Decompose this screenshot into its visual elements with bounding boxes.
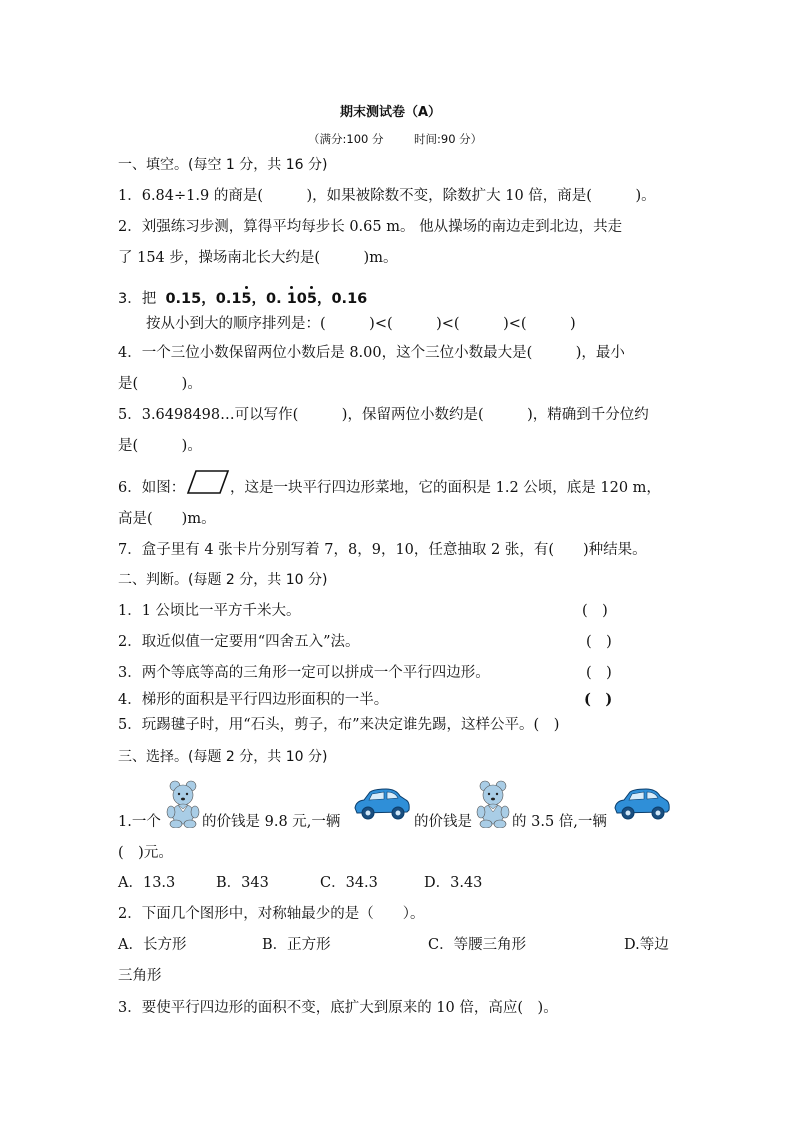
section-3-heading: 三、选择。(每题 2 分，共 10 分) xyxy=(118,749,328,765)
question-1-5-line1: 5．3.6498498…可以写作( )，保留两位小数约是( )，精确到千分位约 xyxy=(118,407,649,423)
choice-2-option-d-wrap: 三角形 xyxy=(118,968,162,984)
q3-n2-comma: ， xyxy=(251,291,267,307)
judge-item-4: 4．梯形的面积是平行四边形面积的一半。 xyxy=(118,692,389,708)
choice-2-question: 2．下面几个图形中，对称轴最少的是（ ）。 xyxy=(118,906,425,922)
q3-number-1: 0.15， xyxy=(165,291,216,307)
question-1-4-line2: 是( )。 xyxy=(118,376,202,392)
question-1-4-line1: 4．一个三位小数保留两位小数后是 8.00，这个三位小数最大是( )，最小 xyxy=(118,345,625,361)
q3-number-4: 0.16 xyxy=(331,291,368,307)
choice-1-line2: ( )元。 xyxy=(118,845,173,861)
question-1-2-line1: 2．刘强练习步测，算得平均每步长 0.65 m。 他从操场的南边走到北边，共走 xyxy=(118,219,623,235)
choice-1-option-a[interactable]: A．13.3 xyxy=(118,875,176,891)
question-1-3-line2: 按从小到大的顺序排列是：( )<( )<( )<( ) xyxy=(146,316,576,332)
judge-answer-4[interactable]: ( ) xyxy=(584,691,613,708)
question-1-2-line2: 了 154 步，操场南北长大约是( )m。 xyxy=(118,250,398,266)
question-1-1: 1．6.84÷1.9 的商是( )，如果被除数不变，除数扩大 10 倍，商是( )。 xyxy=(118,188,656,204)
choice-2-option-c[interactable]: C．等腰三角形 xyxy=(428,937,527,953)
judge-item-3: 3．两个等底等高的三角形一定可以拼成一个平行四边形。 xyxy=(118,665,490,681)
q3-n2-int: 0.1 xyxy=(215,291,242,307)
q3-n3-repeat-start: 1 xyxy=(286,291,297,307)
page-title: 期末测试卷（A） xyxy=(340,105,442,120)
choice-1-option-d[interactable]: D．3.43 xyxy=(424,875,483,891)
choice-3-question: 3．要使平行四边形的面积不变，底扩大到原来的 10 倍，高应( )。 xyxy=(118,1000,558,1016)
judge-answer-1[interactable]: ( ) xyxy=(582,603,608,619)
question-1-3-line1 xyxy=(118,289,367,309)
section-1-heading: 一、填空。(每空 1 分，共 16 分) xyxy=(118,157,328,173)
choice-2-option-a[interactable]: A．长方形 xyxy=(118,937,187,953)
choice-1-option-b[interactable]: B．343 xyxy=(216,875,269,891)
question-1-6-prefix: 6．如图： xyxy=(118,480,186,496)
teddy-bear-icon xyxy=(164,780,202,828)
judge-item-2: 2．取近似值一定要用“四舍五入”法。 xyxy=(118,634,360,650)
q3-number-3 xyxy=(266,291,331,307)
choice-1-part-a: 1.一个 xyxy=(118,814,161,830)
parallelogram-icon xyxy=(186,469,230,495)
teddy-bear-icon xyxy=(474,780,512,828)
question-1-5-line2: 是( )。 xyxy=(118,438,202,454)
judge-answer-3[interactable]: ( ) xyxy=(586,665,612,681)
score-info: （满分:100 分 xyxy=(308,132,384,146)
q3-n3-int: 0. xyxy=(266,291,282,307)
question-1-7: 7．盒子里有 4 张卡片分别写着 7，8，9，10，任意抽取 2 张，有( )种结果。 xyxy=(118,542,647,558)
toy-car-icon xyxy=(612,786,672,822)
choice-1-part-b: 的价钱是 9.8 元,一辆 xyxy=(202,814,341,830)
question-1-6-line2: 高是( )m。 xyxy=(118,511,216,527)
choice-2-option-d[interactable]: D.等边 xyxy=(624,937,669,953)
q3-prefix: 3．把 xyxy=(118,291,157,307)
q3-n3-comma: ， xyxy=(316,291,332,307)
q3-n2-repeat-digit: 5 xyxy=(241,291,252,307)
q3-n3-mid: 0 xyxy=(296,291,307,307)
choice-1-option-c[interactable]: C．34.3 xyxy=(320,875,378,891)
toy-car-icon xyxy=(352,786,412,822)
time-info: 时间:90 分） xyxy=(414,132,483,146)
q3-n3-repeat-end: 5 xyxy=(306,291,317,307)
choice-1-part-c: 的价钱是 xyxy=(414,814,472,830)
choice-1-part-d: 的 3.5 倍,一辆 xyxy=(512,814,607,830)
choice-2-option-b[interactable]: B．正方形 xyxy=(262,937,331,953)
judge-item-1: 1．1 公顷比一平方千米大。 xyxy=(118,603,301,619)
section-2-heading: 二、判断。(每题 2 分，共 10 分) xyxy=(118,572,328,588)
judge-item-5: 5．玩踢毽子时，用“石头，剪子，布”来决定谁先踢，这样公平。( ) xyxy=(118,717,560,733)
question-1-6-rest: ，这是一块平行四边形菜地，它的面积是 1.2 公顷，底是 120 m， xyxy=(230,480,661,496)
judge-answer-2[interactable]: ( ) xyxy=(586,634,612,650)
q3-number-2 xyxy=(216,291,266,307)
